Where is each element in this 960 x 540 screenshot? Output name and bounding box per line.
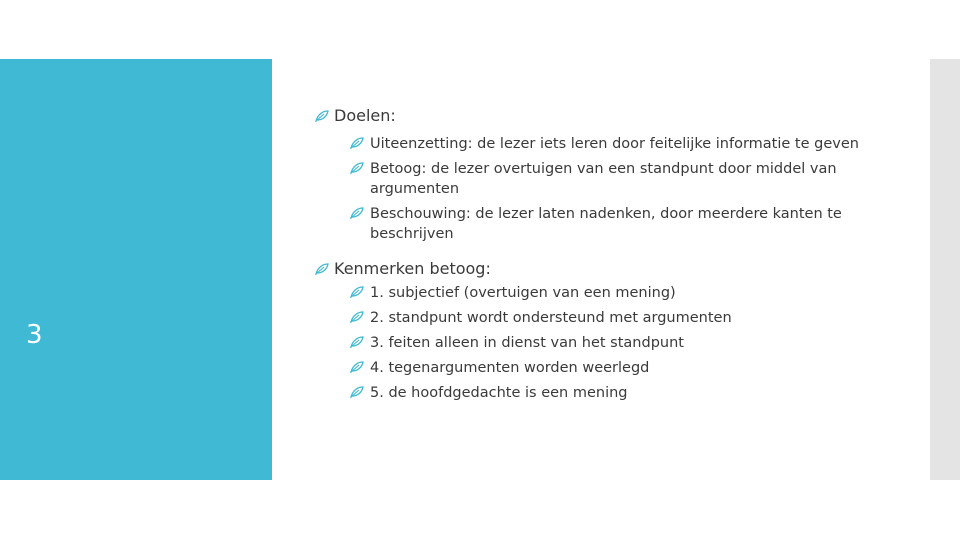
- list-item: [315, 358, 915, 378]
- list-item-text: 3. feiten alleen in dienst van het standpunt: [370, 335, 684, 351]
- list-item-text: Betoog: de lezer overtuigen van een standpunt door middel van argumenten: [370, 161, 837, 197]
- slide-content: [315, 105, 915, 403]
- list-item-text: Beschouwing: de lezer laten nadenken, door meerdere kanten te beschrijven: [370, 206, 842, 242]
- list-item-text: 2. standpunt wordt ondersteund met argumenten: [370, 310, 732, 326]
- list-item: [315, 283, 915, 303]
- list-item-text: 5. de hoofdgedachte is een mening: [370, 385, 628, 401]
- leaf-bullet-icon: [350, 286, 364, 298]
- list-item: [315, 333, 915, 353]
- list-item: [315, 134, 915, 154]
- leaf-bullet-icon: [350, 311, 364, 323]
- leaf-bullet-icon: [315, 110, 329, 122]
- leaf-bullet-icon: [350, 207, 364, 219]
- leaf-bullet-icon: [350, 336, 364, 348]
- side-strip: [930, 59, 960, 480]
- title-panel: [0, 59, 272, 480]
- list-item-text: 4. tegenargumenten worden weerlegd: [370, 360, 650, 376]
- list-item: [315, 383, 915, 403]
- leaf-bullet-icon: [350, 386, 364, 398]
- leaf-bullet-icon: [350, 137, 364, 149]
- list-item: [315, 204, 870, 244]
- slide-number: 3: [26, 320, 43, 350]
- list-item-text: 1. subjectief (overtuigen van een mening): [370, 285, 676, 301]
- bullet-heading-doelen: [315, 105, 915, 127]
- bullet-heading-kenmerken: [315, 258, 915, 280]
- leaf-bullet-icon: [350, 162, 364, 174]
- section-heading: Kenmerken betoog:: [334, 259, 491, 278]
- list-item-text: Uiteenzetting: de lezer iets leren door feitelijke informatie te geven: [370, 136, 859, 152]
- list-item: [315, 308, 915, 328]
- leaf-bullet-icon: [350, 361, 364, 373]
- list-item: [315, 159, 870, 199]
- section-heading: Doelen:: [334, 106, 396, 125]
- leaf-bullet-icon: [315, 263, 329, 275]
